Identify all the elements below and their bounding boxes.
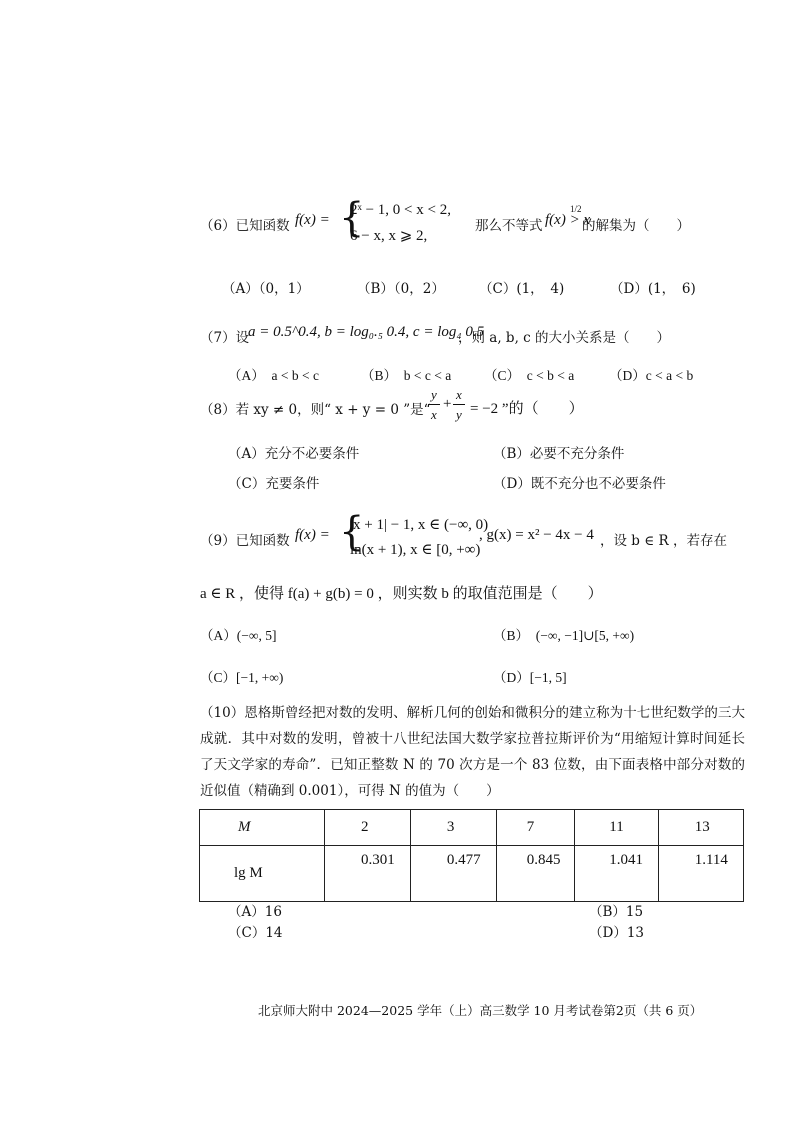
q8-after: = −2 ”的（ ） xyxy=(470,401,584,417)
q9-case2: ln(x + 1), x ∈ [0, +∞) xyxy=(350,542,481,558)
table-cell: 13 xyxy=(658,810,743,846)
table-cell: 0.845 xyxy=(496,846,575,902)
q8-frac1-den: x xyxy=(431,407,437,422)
q6-exponent: 1/2 xyxy=(570,204,582,214)
q6-option-a: （A）（0，1） xyxy=(222,281,310,297)
log-table xyxy=(199,809,744,902)
q9-option-d: （D）[−1, 5] xyxy=(493,670,567,685)
q7-option-a: （A） a < b < c xyxy=(228,368,319,383)
q9-stem: （9）已知函数 xyxy=(200,533,290,549)
table-cell: 2 xyxy=(325,810,411,846)
q8-frac2-num: x xyxy=(456,387,462,402)
page-footer: 北京师大附中 2024—2025 学年（上）高三数学 10 月考试卷第2页（共 6 页） xyxy=(258,1003,703,1018)
q10-text: （10）恩格斯曾经把对数的发明、解析几何的创始和微积分的建立称为十七世纪数学的三大成就．其中对数的发明，曾被十八世纪法国大数学家拉普拉斯评价为“用缩短计算时间延长了天文学家的寿命”．已知正整数 N 的 70 次方是一个 83 位数，由下面表格中部分对数的近似值（精确到 0.001），可得 N 的值为（ ） xyxy=(200,705,745,799)
q6-case2: 6 − x, x ⩾ 2, xyxy=(350,228,428,244)
table-row xyxy=(200,846,744,902)
q8-option-b: （B）必要不充分条件 xyxy=(493,446,625,462)
q6-brace: { xyxy=(339,195,365,241)
table-cell: 0.301 xyxy=(325,846,411,902)
q8-plus: + xyxy=(443,396,452,412)
q6-tail: 的解集为（ ） xyxy=(582,218,690,234)
q7-stem: （7）设 xyxy=(200,330,250,346)
q8-frac1-bar xyxy=(428,404,440,405)
q6-option-c: （C）(1， 4) xyxy=(479,281,565,297)
q8-frac2-den: y xyxy=(456,407,462,422)
q9-case1: |x + 1| − 1, x ∈ (−∞, 0) xyxy=(350,517,489,533)
q8-frac1-num: y xyxy=(431,387,437,402)
q6-option-b: （B）（0，2） xyxy=(357,281,445,297)
table-cell: 7 xyxy=(496,810,575,846)
q9-func: f(x) = xyxy=(295,527,330,543)
row-label-lgm: lg M xyxy=(200,846,325,902)
q10-option-c: （C）14 xyxy=(228,925,283,941)
q7-option-d: （D）c < a < b xyxy=(609,368,694,383)
q9-option-b: （B） (−∞, −1]∪[5, +∞) xyxy=(493,628,635,643)
q9-line2: a ∈ R ，使得 f(a) + g(b) = 0 ，则实数 b 的取值范围是（ ） xyxy=(200,586,603,602)
q7-tail: ，则 a, b, c 的大小关系是（ ） xyxy=(458,330,670,346)
q8-stem: （8）若 xy ≠ 0，则“ x + y = 0 ”是“ xyxy=(200,402,431,418)
q10-option-b: （B）15 xyxy=(589,904,644,920)
q9-g: , g(x) = x² − 4x − 4 xyxy=(479,527,594,543)
table-cell: 1.041 xyxy=(575,846,658,902)
q7-expr: a = 0.5^0.4, b = log₀.₅ 0.4, c = log₄ 0.5 xyxy=(248,324,485,340)
row-label-m: M xyxy=(200,810,325,846)
q9-brace: { xyxy=(339,509,365,555)
q8-option-d: （D）既不充分也不必要条件 xyxy=(493,476,666,492)
q9-option-a: （A）(−∞, 5] xyxy=(200,628,277,643)
q6-stem: （6）已知函数 xyxy=(200,218,290,234)
table-row xyxy=(200,810,744,846)
q9-option-c: （C）[−1, +∞) xyxy=(200,670,284,685)
q7-option-b: （B） b < c < a xyxy=(361,368,452,383)
q6-mid: 那么不等式 xyxy=(475,218,543,234)
q6-case1: 2ˣ − 1, 0 < x < 2, xyxy=(350,202,451,218)
q6-ineq: f(x) > x xyxy=(545,212,591,228)
table-cell: 0.477 xyxy=(410,846,496,902)
q8-option-a: （A）充分不必要条件 xyxy=(228,446,360,462)
table-cell: 1.114 xyxy=(658,846,743,902)
q10-option-d: （D）13 xyxy=(589,925,645,941)
q8-frac2-bar xyxy=(453,404,465,405)
q10-option-a: （A）16 xyxy=(228,904,282,920)
table-cell: 3 xyxy=(410,810,496,846)
q9-tail: ，设 b ∈ R ，若存在 xyxy=(600,533,727,549)
table-cell: 11 xyxy=(575,810,658,846)
q7-option-c: （C） c < b < a xyxy=(484,368,575,383)
q8-option-c: （C）充要条件 xyxy=(228,476,320,492)
q6-option-d: （D）(1， 6) xyxy=(610,281,696,297)
q6-func: f(x) = xyxy=(295,212,330,228)
